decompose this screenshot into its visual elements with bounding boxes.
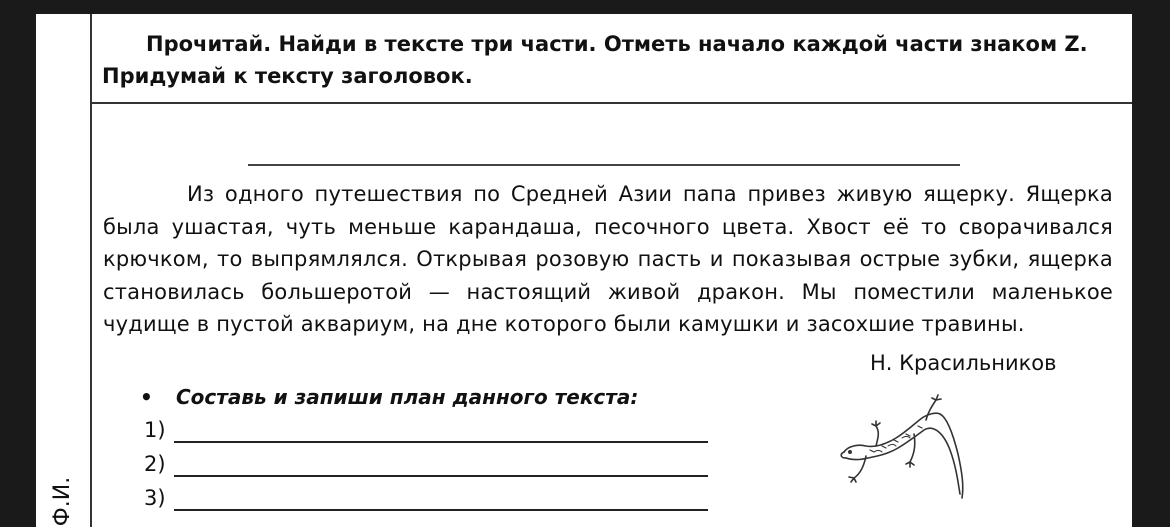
left-dark-frame — [0, 0, 36, 527]
bullet-icon: • — [140, 385, 153, 409]
name-label: Ф.И. — [50, 476, 76, 526]
plan-heading-text: Составь и запиши план данного текста: — [176, 385, 639, 409]
name-margin-column — [36, 14, 92, 527]
plan-answer-line-3[interactable] — [174, 509, 708, 511]
plan-answer-line-2[interactable] — [174, 475, 708, 477]
right-dark-frame — [1132, 0, 1170, 527]
plan-item-number: 2) — [144, 452, 166, 476]
task-line-2: Придумай к тексту заголовок. — [102, 64, 473, 88]
plan-heading — [140, 382, 638, 412]
text-paragraph: Из одного путешествия по Средней Азии папа привез живую ящерку. Ящерка была ушастая, чуть меньше карандаша, песочного цвета. Хвост её то сворачивался крючком, то выпрямлялся. Открывая розовую пасть и показывая острые зубки, ящерка становилась большеротой — настоящий живой дракон. Мы поместили маленькое чудище в пустой аквариум, на дне которого были камушки и засохшие травины. — [103, 182, 1113, 336]
author-name: Н. Красильников — [870, 351, 1057, 375]
task-line-1: Прочитай. Найди в тексте три части. Отметь начало каждой части знаком Z. — [146, 32, 1088, 56]
lizard-illustration — [836, 394, 966, 509]
title-answer-line[interactable] — [248, 164, 960, 166]
worksheet — [36, 14, 1132, 527]
name-label-box — [48, 478, 78, 524]
task-instructions — [102, 28, 1122, 92]
section-divider — [92, 102, 1132, 104]
plan-answer-line-1[interactable] — [174, 441, 708, 443]
reading-text — [103, 178, 1113, 341]
plan-item-number: 3) — [144, 486, 166, 510]
plan-item-number: 1) — [144, 418, 166, 442]
plan-item-3 — [144, 483, 708, 513]
plan-item-2 — [144, 449, 708, 479]
plan-item-1 — [144, 415, 708, 445]
